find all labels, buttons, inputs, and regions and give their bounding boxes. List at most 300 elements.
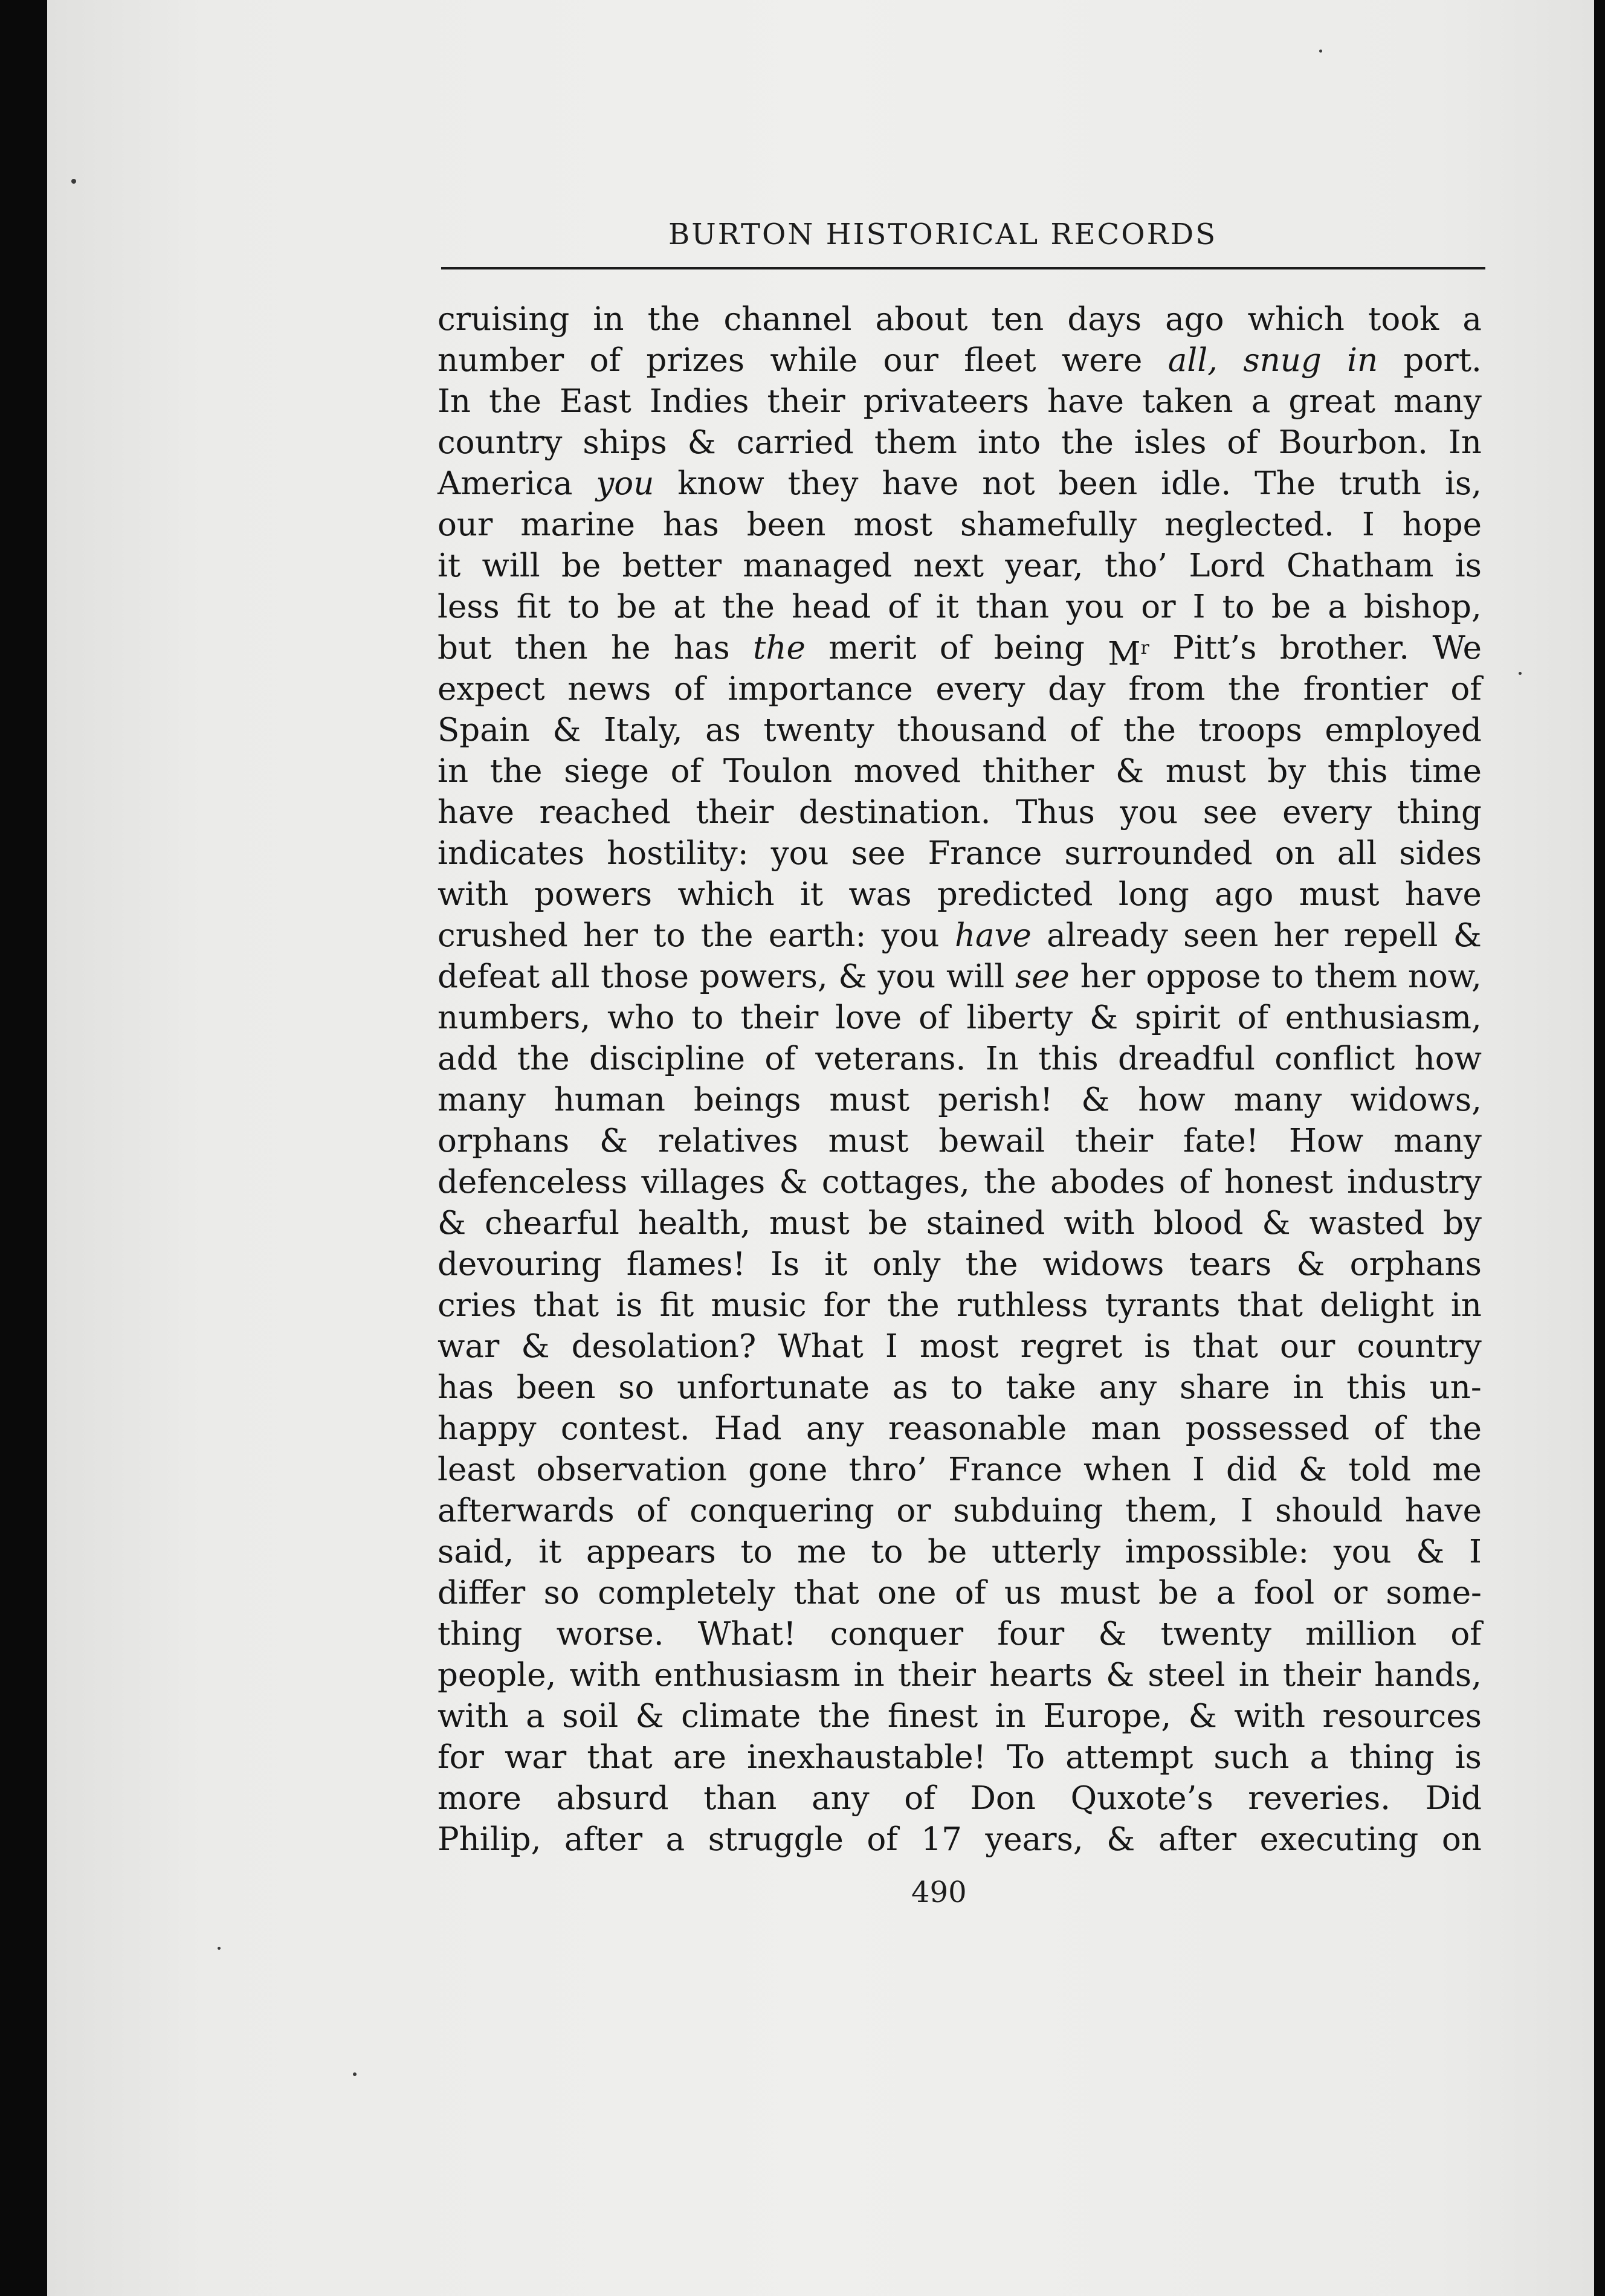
word: our (438, 506, 493, 543)
word: Quxote’s (1070, 1780, 1213, 1817)
word: is (1455, 547, 1482, 584)
word: their (767, 383, 845, 420)
word: is (1144, 1328, 1171, 1365)
word: must (769, 1205, 850, 1242)
word: them (874, 424, 957, 461)
word: of (919, 999, 950, 1036)
word: ago (1215, 876, 1274, 913)
word: be (1158, 1575, 1198, 1611)
word: conquer (830, 1616, 964, 1653)
text-line (438, 587, 1482, 628)
word: a (1328, 589, 1347, 625)
word: Don (970, 1780, 1036, 1817)
word: their (1282, 1657, 1361, 1694)
word: un- (1429, 1369, 1482, 1406)
word: oppose (1146, 958, 1261, 995)
word: their (740, 999, 819, 1036)
word: repell (1343, 917, 1438, 954)
word: destination. (798, 794, 991, 831)
word: is, (1444, 465, 1482, 502)
word: you (877, 958, 936, 995)
word: cries (438, 1287, 517, 1324)
word: blood (1153, 1205, 1244, 1242)
word: thither (982, 753, 1094, 790)
word: taken (1142, 383, 1233, 420)
text-line (438, 1285, 1482, 1326)
text-line (438, 1450, 1482, 1491)
word: have (438, 794, 515, 831)
word: any (812, 1780, 870, 1817)
word: a (665, 1821, 685, 1858)
word: health, (638, 1205, 751, 1242)
word: being (993, 630, 1085, 666)
text-line (438, 628, 1482, 672)
word: will (482, 547, 540, 584)
word: some- (1386, 1575, 1482, 1611)
word: fit (516, 589, 551, 625)
word: to (951, 1369, 983, 1406)
word: in (1450, 1287, 1482, 1324)
word: Pitt’s (1172, 630, 1257, 666)
word: the (818, 1698, 871, 1735)
word: France (928, 835, 1042, 872)
word: inexhaustable! (747, 1739, 986, 1776)
word: earth: (768, 917, 867, 954)
word: Bourbon. (1278, 424, 1428, 461)
word: desolation? (571, 1328, 757, 1365)
word: you (1066, 589, 1125, 625)
word: enthusiasm (654, 1657, 841, 1694)
word: must (829, 1082, 910, 1118)
word: chearful (485, 1205, 619, 1242)
word: employed (1325, 712, 1482, 749)
word: & (1298, 1451, 1328, 1488)
word: relatives (657, 1123, 798, 1159)
word: many (1233, 1082, 1322, 1118)
word: their (696, 794, 774, 831)
word: gone (748, 1451, 828, 1488)
word: they (787, 465, 859, 502)
word: impossible: (1125, 1533, 1310, 1570)
text-line (438, 1121, 1482, 1162)
word: which (1247, 301, 1345, 338)
header-rule (441, 267, 1485, 269)
word: better (622, 547, 722, 584)
text-line (438, 915, 1482, 956)
word: or (1332, 1575, 1368, 1611)
word: you (1120, 794, 1178, 831)
text-line (438, 1573, 1482, 1614)
word: great (1288, 383, 1375, 420)
scan-speck (71, 179, 76, 184)
word: were (1061, 342, 1143, 379)
word: us (1004, 1575, 1042, 1611)
word: of (764, 1040, 796, 1077)
word: this (1346, 1369, 1407, 1406)
word: more (438, 1780, 522, 1817)
word: as (705, 712, 741, 749)
text-line (438, 505, 1482, 546)
text-line (438, 792, 1482, 833)
text-line (438, 751, 1482, 792)
word: music (711, 1287, 807, 1324)
word: with (438, 876, 509, 913)
word: this (1038, 1040, 1099, 1077)
word: by (1443, 1205, 1482, 1242)
word: widows, (1350, 1082, 1482, 1118)
word: I (1361, 506, 1375, 543)
word: carried (736, 424, 854, 461)
word: Indies (649, 383, 749, 420)
word: & (521, 1328, 550, 1365)
word: head (791, 589, 871, 625)
text-line (438, 1696, 1482, 1737)
word: a (1310, 1739, 1329, 1776)
word: & (552, 712, 581, 749)
word: Europe, (1043, 1698, 1172, 1735)
word: he (610, 630, 651, 666)
word: most (919, 1328, 999, 1365)
word: surrounded (1064, 835, 1253, 872)
word: been (746, 506, 826, 543)
word: have (1404, 1492, 1482, 1529)
word: & (1115, 753, 1145, 790)
word: been (1058, 465, 1138, 502)
word: years, (985, 1821, 1083, 1858)
text-line (438, 1203, 1482, 1244)
word: know (677, 465, 764, 502)
word: regret (1020, 1328, 1123, 1365)
word: of (939, 630, 971, 666)
word: only (872, 1246, 941, 1283)
word: crushed (438, 917, 568, 954)
word: to (1222, 589, 1255, 625)
word: the (965, 1246, 1018, 1283)
text-line (438, 422, 1482, 463)
word: ago (1165, 301, 1224, 338)
word: neglected. (1164, 506, 1334, 543)
text-line (438, 1326, 1482, 1367)
word: now, (1407, 958, 1482, 995)
word: We (1432, 630, 1482, 666)
word: country (438, 424, 563, 461)
word: must (1059, 1575, 1140, 1611)
word: be (1271, 589, 1311, 625)
word: of (954, 1575, 986, 1611)
word: that (1192, 1328, 1258, 1365)
word: Did (1425, 1780, 1482, 1817)
word: to (653, 917, 686, 954)
word: have (954, 917, 1032, 954)
text-line (438, 833, 1482, 874)
word: after (564, 1821, 643, 1858)
word: thing (438, 1616, 523, 1653)
word: The (1255, 465, 1316, 502)
word: but (438, 630, 492, 666)
word: climate (681, 1698, 801, 1735)
word: prizes (646, 342, 745, 379)
word: $M^r$ (1108, 636, 1149, 672)
word: & (1106, 1821, 1135, 1858)
word: her (583, 917, 638, 954)
word: our (883, 342, 938, 379)
word: cottages, (821, 1164, 970, 1201)
word: tho’ (1104, 547, 1168, 584)
word: told (1348, 1451, 1412, 1488)
text-line (438, 1655, 1482, 1696)
word: for (823, 1287, 870, 1324)
word: numbers, (438, 999, 591, 1036)
text-line (438, 1367, 1482, 1408)
word: moved (853, 753, 961, 790)
word: contest. (560, 1410, 690, 1447)
word: this (1327, 753, 1388, 790)
text-line (438, 340, 1482, 381)
word: & (687, 424, 716, 461)
word: ten (991, 301, 1044, 338)
word: that (587, 1739, 653, 1776)
word: our (1279, 1328, 1335, 1365)
word: & (1416, 1533, 1445, 1570)
word: bishop, (1363, 589, 1482, 625)
word: & (1106, 1657, 1135, 1694)
word: reasonable (888, 1410, 1067, 1447)
word: to (740, 1533, 773, 1570)
word: has (662, 506, 719, 543)
scan-speck (353, 2072, 357, 2076)
word: not (982, 465, 1035, 502)
word: see (1015, 958, 1070, 995)
word: such (1213, 1739, 1290, 1776)
word: the (1429, 1410, 1482, 1447)
word: one (877, 1575, 937, 1611)
word: of (1070, 712, 1101, 749)
text-line (438, 381, 1482, 422)
word: in (593, 301, 624, 338)
word: long (1118, 876, 1189, 913)
word: & (1453, 917, 1482, 954)
word: reveries. (1248, 1780, 1391, 1817)
text-line (438, 1080, 1482, 1121)
word: To (1007, 1739, 1045, 1776)
word: & (838, 958, 867, 995)
scan-right-edge (1594, 0, 1605, 2296)
word: the (984, 1164, 1036, 1201)
word: subduing (953, 1492, 1103, 1529)
word: tyrants (1105, 1287, 1221, 1324)
word: utterly (991, 1533, 1101, 1570)
word: Italy, (604, 712, 683, 749)
scan-left-edge (0, 0, 47, 2296)
word: least (438, 1451, 515, 1488)
word: the (700, 917, 754, 954)
word: seen (1183, 917, 1259, 954)
scan-speck (1519, 672, 1522, 675)
word: in (995, 1698, 1026, 1735)
word: of (1450, 1616, 1482, 1653)
word: has (673, 630, 730, 666)
word: news (567, 671, 651, 708)
word: a (526, 1698, 545, 1735)
word: beings (693, 1082, 801, 1118)
word: managed (743, 547, 893, 584)
text-line (438, 463, 1482, 505)
text-line (438, 1162, 1482, 1203)
word: with (1064, 1205, 1135, 1242)
word: the (1123, 712, 1176, 749)
word: them, (1125, 1492, 1218, 1529)
text-line (438, 1491, 1482, 1532)
word: see (851, 835, 906, 872)
word: defeat (438, 958, 540, 995)
word: importance (728, 671, 913, 708)
word: afterwards (438, 1492, 615, 1529)
word: all, (1167, 342, 1218, 379)
word: is (1455, 1739, 1482, 1776)
word: America (438, 465, 573, 502)
word: ships (583, 424, 667, 461)
word: about (875, 301, 968, 338)
word: a (1251, 383, 1271, 420)
word: many (1393, 383, 1482, 420)
word: day (1048, 671, 1106, 708)
word: million (1305, 1616, 1417, 1653)
word: been (516, 1369, 596, 1406)
word: France (948, 1451, 1062, 1488)
word: thing (1349, 1739, 1435, 1776)
text-line (438, 874, 1482, 915)
word: devouring (438, 1246, 602, 1283)
word: fleet (964, 342, 1036, 379)
word: have (1047, 383, 1125, 420)
word: into (977, 424, 1041, 461)
word: In (985, 1040, 1019, 1077)
word: & (1090, 999, 1119, 1036)
word: it (438, 547, 461, 584)
word: the (886, 1287, 940, 1324)
word: it (824, 1246, 848, 1283)
word: thro’ (848, 1451, 928, 1488)
word: are (673, 1739, 727, 1776)
word: in (438, 753, 469, 790)
body-text (438, 299, 1482, 1860)
word: executing (1259, 1821, 1419, 1858)
word: stained (926, 1205, 1045, 1242)
word: thing (1397, 794, 1482, 831)
word: it (799, 876, 824, 913)
word: twenty (1160, 1616, 1272, 1653)
word: indicates (438, 835, 585, 872)
word: be (561, 547, 601, 584)
word: & (635, 1698, 664, 1735)
word: every (1282, 794, 1372, 831)
word: Spain (438, 712, 530, 749)
word: any (806, 1410, 864, 1447)
word: I (1468, 1533, 1482, 1570)
word: at (673, 589, 706, 625)
word: of (888, 589, 919, 625)
word: then (514, 630, 588, 666)
word: which (677, 876, 775, 913)
word: In (438, 383, 471, 420)
word: love (835, 999, 902, 1036)
word: you (881, 917, 940, 954)
word: truth (1339, 465, 1422, 502)
word: tears (1189, 1246, 1272, 1283)
word: all (1337, 835, 1377, 872)
word: snug (1243, 342, 1322, 379)
word: of (636, 1492, 668, 1529)
word: for (438, 1739, 484, 1776)
word: be (868, 1205, 908, 1242)
word: the (1228, 671, 1280, 708)
word: most (853, 506, 933, 543)
word: it (935, 589, 959, 625)
word: appears (586, 1533, 716, 1570)
word: industry (1347, 1164, 1482, 1201)
word: struggle (708, 1821, 844, 1858)
word: their (1075, 1123, 1154, 1159)
word: villages (641, 1164, 766, 1201)
word: the (517, 1040, 570, 1077)
word: days (1067, 301, 1142, 338)
word: their (897, 1657, 976, 1694)
word: widows (1042, 1246, 1164, 1283)
word: dreadful (1118, 1040, 1255, 1077)
word: finest (887, 1698, 978, 1735)
word: marine (520, 506, 635, 543)
word: the (722, 589, 775, 625)
word: What (778, 1328, 864, 1365)
word: & (779, 1164, 808, 1201)
word: worse. (556, 1616, 664, 1653)
word: must (1299, 876, 1380, 913)
scan-speck (1319, 50, 1322, 53)
word: of (670, 753, 702, 790)
word: Philip, (438, 1821, 541, 1858)
word: in (1238, 1657, 1270, 1694)
word: liberty (966, 999, 1073, 1036)
word: & (438, 1205, 467, 1242)
word: after (1158, 1821, 1237, 1858)
word: you (770, 835, 829, 872)
word: predicted (937, 876, 1093, 913)
word: country (1357, 1328, 1482, 1365)
word: four (997, 1616, 1065, 1653)
text-line (438, 1614, 1482, 1655)
word: who (607, 999, 675, 1036)
word: took (1368, 301, 1439, 338)
word: said, (438, 1533, 514, 1570)
word: veterans. (815, 1040, 966, 1077)
word: by (1267, 753, 1306, 790)
word: unfortunate (677, 1369, 870, 1406)
word: that (1237, 1287, 1303, 1324)
word: abodes (1050, 1164, 1165, 1201)
word: Is (770, 1246, 800, 1283)
word: when (1083, 1451, 1171, 1488)
word: those (601, 958, 689, 995)
text-line (438, 299, 1482, 340)
word: in (853, 1657, 885, 1694)
word: a (1216, 1575, 1236, 1611)
word: of (1179, 1164, 1210, 1201)
word: I (1192, 589, 1206, 625)
page-number: 490 (911, 1875, 967, 1909)
word: differ (438, 1575, 526, 1611)
word: time (1409, 753, 1482, 790)
word: have (882, 465, 959, 502)
